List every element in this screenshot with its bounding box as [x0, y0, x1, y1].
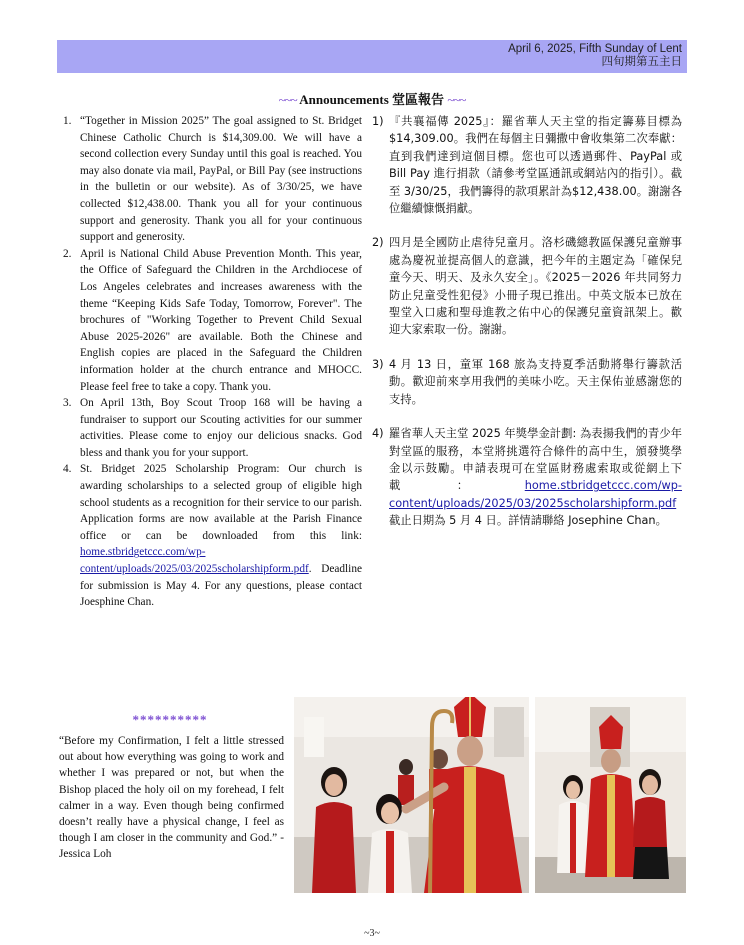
confirmation-photo-illustration [294, 697, 529, 893]
english-announcements [60, 113, 362, 611]
item-text: “Together in Mission 2025” The goal assigned to St. Bridget Chinese Catholic Church is $14,309.00. We will have a second collection every Sunday until this goal is reached. You may also donate via mail, PayPal, or Bill Pay (see instructions in the bulletin or our website). As of 3/30/25, we have collected $12,438.00. Thank you all for your continuous support and generosity. Thank you all for your continuous support and generosity. [80, 115, 362, 244]
item-number: 3. [63, 397, 72, 410]
group-photo [535, 697, 686, 893]
item-number: 1. [63, 115, 72, 127]
item-text: St. Bridget 2025 Scholarship Program: Our church is awarding scholarships to a selected group of eligible high school students as a recognition for their service to our parish. Application forms are now available at the Parish Finance office or can be downloaded from this link: [80, 463, 362, 542]
item-text: April is National Child Abuse Prevention Month. This year, the Office of Safeguard the Children in the Archdiocese of Los Angeles celebrates and increases awareness with the theme “Keeping Kids Safe Today, Tomorrow, Forever". The brochures of "Working Together to Prevent Child Sexual Abuse 2025-2026" are available. Both the Chinese and English copies are placed in the Safeguard the Children information holder at the church entrance and MHOCC. Please feel free to take a copy. Thank you. [80, 247, 362, 393]
item-number: 1) [372, 115, 384, 128]
item-text-after: 截止日期為 5 月 4 日。詳情請聯絡 Josephine Chan。 [389, 514, 667, 528]
item-text: 4 月 13 日，童軍 168 旅為支持夏季活動將舉行籌款活動。歡迎前來享用我們的美味小吃。天主保佑並感謝您的支持。 [389, 357, 682, 406]
english-item-3 [60, 395, 362, 461]
item-number: 2) [372, 236, 384, 250]
item-number: 4) [372, 427, 384, 441]
chinese-item-4 [372, 425, 682, 529]
star-divider: ********** [132, 712, 208, 727]
item-text: 『共襄福傳 2025』：羅省華人天主堂的指定籌募目標為$14,309.00。我們在每個主日彌撒中會收集第二次奉獻：直到我們達到這個目標。您也可以透過郵件、PayPal 或 Bill Pay 進行捐款（請參考堂區通訊或網站內的指引）。截至 3/30/25，我們籌得的款項累計為$12,438.00。謝謝各位繼續慷慨捐獻。 [389, 115, 682, 216]
item-text: 四月是全國防止虐待兒童月。洛杉磯總教區保護兒童辦事處為慶祝並提高個人的意識，把今年的主題定為「確保兒童今天、明天、及永久安全」。《2025－2026 年共同努力防止兒童受性犯侵》小冊子現已推出。中英文版本已放在聖堂入口處和聖母進教之佑中心的保護兒童資訊架上。歡迎大家索取一份。謝謝。 [389, 236, 682, 337]
english-item-2 [60, 246, 362, 395]
chinese-item-3 [372, 356, 682, 408]
wave-ornament-left: ~~~ [278, 92, 297, 107]
scholarship-form-link-zh[interactable]: home.stbridgetccc.com/wp-content/uploads/2025/03/2025scholarshipform.pdf [389, 479, 682, 510]
date-line-chinese: 四旬期第五主日 [601, 56, 682, 68]
announcements-heading [0, 92, 744, 108]
item-text: 羅省華人天主堂 2025 年獎學金計劃: 為表揚我們的青少年對堂區的服務，本堂將挑選符合條件的高中生，頒發獎學金以示鼓勵。申請表現可在堂區財務處索取或從網上下載： [389, 427, 682, 493]
item-number: 4. [63, 463, 72, 476]
confirmation-photo [294, 697, 529, 893]
page-number: ~3~ [364, 928, 380, 939]
item-number: 3) [372, 357, 384, 371]
scholarship-form-link[interactable]: home.stbridgetccc.com/wp-content/uploads/2025/03/2025scholarshipform.pdf [80, 546, 309, 576]
date-banner [57, 40, 687, 73]
wave-ornament-right: ~~~ [447, 92, 466, 107]
group-photo-illustration [535, 697, 686, 893]
english-item-4 [60, 461, 362, 610]
item-text: On April 13th, Boy Scout Troop 168 will be having a fundraiser to support our Scouting activities for our summer activities. Please come to enjoy our delicious snacks. God bless and thank you for your support. [80, 397, 362, 459]
confirmation-quote: “Before my Confirmation, I felt a little stressed out about how everything was going to work and whether I was prepared or not, but when the Bishop placed the holy oil on my forehead, I felt calmer in a way. Even though being confirmed doesn’t really have a physical change, I feel as though I am closer in the community and God.” - Jessica Loh [59, 735, 284, 861]
chinese-item-1 [372, 113, 682, 217]
english-item-1 [60, 113, 362, 246]
item-number: 2. [63, 247, 72, 260]
item-text-after: . Deadline for submission is May 4. For any questions, please contact Joesphine Chan. [80, 563, 362, 609]
chinese-item-2 [372, 234, 682, 338]
chinese-announcements [372, 113, 682, 530]
announcements-title: Announcements 堂區報告 [299, 92, 445, 107]
date-line-english: April 6, 2025, Fifth Sunday of Lent [508, 43, 682, 55]
